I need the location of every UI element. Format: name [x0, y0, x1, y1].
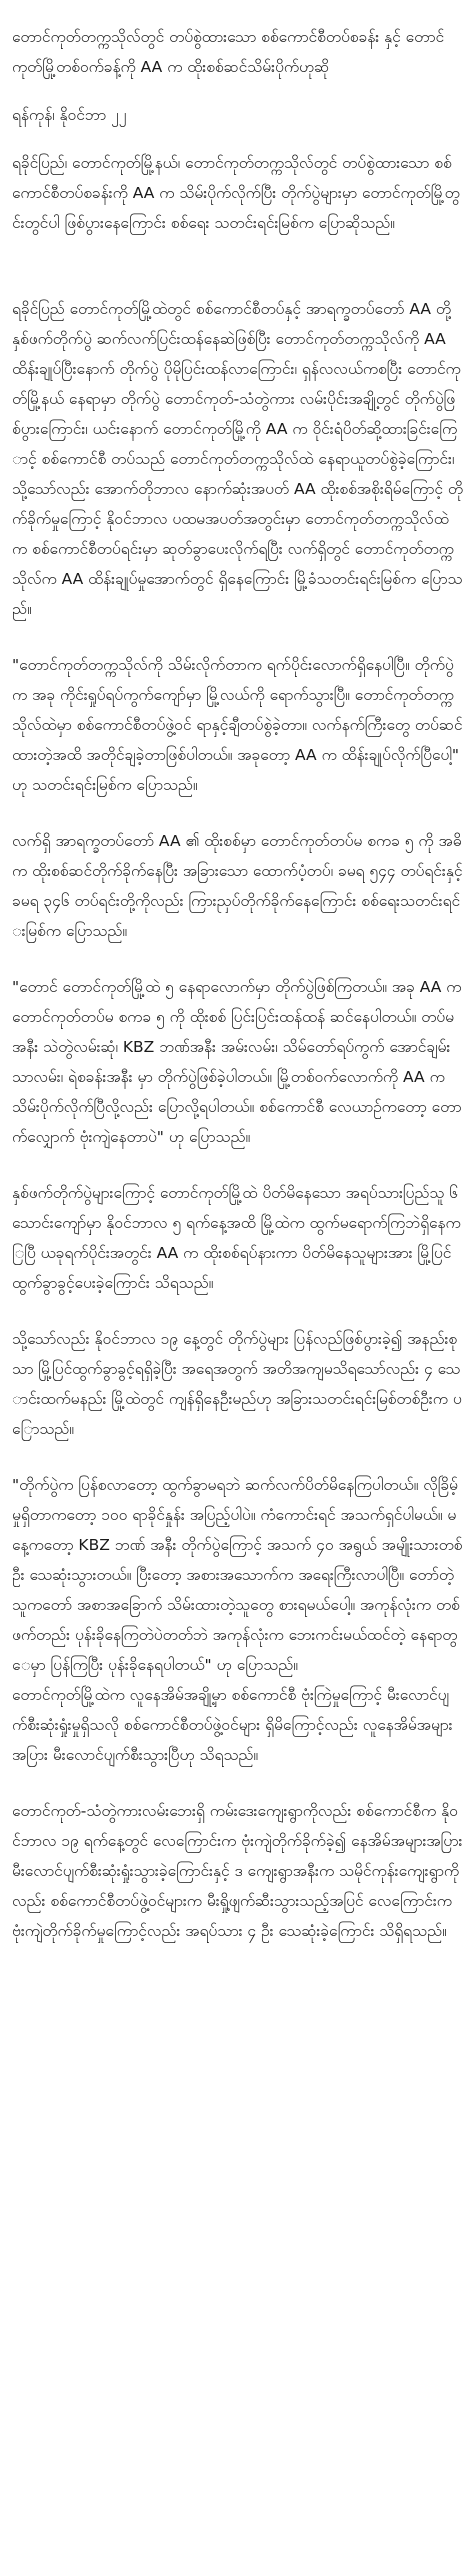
article-quote-paragraph: "တောင် တောင်ကုတ်မြို့ထဲ ၅ နေရာလောက်မှာ တိုက်ပွဲဖြစ်ကြတယ်။ အခု AA က တောင်ကုတ်တပ်မ စကခ ၅ ကို ထိုးစစ် ပြင်းပြင်းထန်ထန် ဆင်နေပါတယ်။ တပ်မအနီး သဲတွဲလမ်းဆုံ၊ KBZ ဘဏ်အနီး အမ်းလမ်း၊ သိမ်တော်ရပ်ကွက် အောင်ချမ်းသာလမ်း၊ ရဲစခန်းအနီး မှာ တိုက်ပွဲဖြစ်ခဲ့ပါတယ်။ မြို့တစ်ဝက်လောက်ကို AA က သိမ်းပိုက်လိုက်ပြီလို့လည်း ပြောလို့ရပါတယ်။ စစ်ကောင်စီ လေယာဉ်ကတော့ တောက်လျှောက် ဗုံးကျဲနေတာပဲ" ဟု ပြောသည်။: [12, 978, 462, 1146]
article-paragraph: နှစ်ဖက်တိုက်ပွဲများကြောင့် တောင်ကုတ်မြို့ထဲ ပိတ်မိနေသော အရပ်သားပြည်သူ ၆ သောင်းကျော်မှာ နိုဝင်ဘာလ ၅ ရက်နေ့အထိ မြို့ထဲက ထွက်မရောက်ကြဘဲရှိနေကြပြီ ယခုရက်ပိုင်းအတွင်း AA က ထိုးစစ်ရပ်နားကာ ပိတ်မိနေသူများအား မြို့ပြင်ထွက်ခွာခွင့်ပေးခဲ့ကြောင်း သိရသည်။: [12, 1184, 461, 1292]
article-paragraph: လက်ရှိ အာရက္ခတပ်တော် AA ၏ ထိုးစစ်မှာ တောင်ကုတ်တပ်မ စကခ ၅ ကို အဓိက ထိုးစစ်ဆင်တိုက်ခိုက်နေပြီး အခြားသော ထောက်ပံ့တပ်၊ ခမရ ၅၄၄ တပ်ရင်းနှင့် ခမရ ၃၄၆ တပ်ရင်းတို့ကိုလည်း ကြားညှပ်တိုက်ခိုက်နေကြောင်း စစ်ရေးသတင်းရင်းမြစ်က ပြောသည်။: [12, 832, 463, 940]
article-paragraph: တောင်ကုတ်-သံတွဲကားလမ်းဘေးရှိ ကမ်းဒေးကျေးရွာကိုလည်း စစ်ကောင်စီက နိုဝင်ဘာလ ၁၉ ရက်နေ့တွင် လေကြောင်းက ဗုံးကျဲတိုက်ခိုက်ခဲ့၍ နေအိမ်အများအပြား မီးလောင်ပျက်စီးဆုံးရှုံးသွားခဲ့ကြောင်းနှင့် ဒ ကျေးရွာအနီးက သမိုင်ကုန်းကျေးရွာကိုလည်း စစ်ကောင်စီတပ်ဖွဲ့ဝင်များက မီးရှို့ဖျက်ဆီးသွားသည့်အပြင် လေကြောင်းက ဗုံးကျဲတိုက်ခိုက်မှုကြောင့်လည်း အရပ်သား ၄ ဦး သေဆုံးခဲ့ကြောင်း သိရှိရသည်။: [12, 1802, 463, 1940]
article-quote-paragraph: "တောင်ကုတ်တက္ကသိုလ်ကို သိမ်းလိုက်တာက ရက်ပိုင်းလောက်ရှိနေပါပြီ။ တိုက်ပွဲက အခု ကိုင်းရှုပ်ရပ်ကွက်ကျော်မှာ မြို့လယ်ကို ရောက်သွားပြီ။ တောင်ကုတ်တက္ကသိုလ်ထဲမှာ စစ်ကောင်စီတပ်ဖွဲ့ဝင် ရာနှင့်ချီတပ်စွဲခဲ့တာ။ လက်နက်ကြီးတွေ တပ်ဆင်ထားတဲ့အထိ အတိုင်ချခဲ့တာဖြစ်ပါတယ်။ အခုတော့ AA က ထိန်းချုပ်လိုက်ပြီပေါ့" ဟု သတင်းရင်းမြစ်က ပြောသည်။: [12, 656, 463, 794]
article-quote-paragraph: "တိုက်ပွဲက ပြန်စလာတော့ ထွက်ခွာမရဘဲ ဆက်လက်ပိတ်မိနေကြပါတယ်။ လိုခြိမ့်မှုရှိတာကတော့ ၁၀၀ ရာခိုင်နှုန်း အပြည့်ပါပဲ။ ကံကောင်းရင် အသက်ရှင်ပါမယ်။ မနေ့ကတော့ KBZ ဘဏ် အနီး တိုက်ပွဲကြောင့် အသက် ၄၀ အရွယ် အမျိုးသားတစ်ဦး သေဆုံးသွားတယ်။ ပြီးတော့ အစားအသောက်က အရေးကြီးလာပါပြီ။ တော်တဲ့သူကတော် အစာအခြောက် သိမ်းထားတဲ့သူတွေ စားရမယ်ပေါ့။ အကုန်လုံးက တစ်ဖက်တည်း ပုန်းခိုနေကြတဲပဲတတ်ဘဲ အကုန်လုံးက ဘေးကင်းမယ်ထင်တဲ့ နေရာတွေမှာ ပြန်ကြပြီး ပုန်းခိုနေရပါတယ်" ဟု ပြောသည်။: [12, 1476, 463, 1674]
article-dateline: ရန်ကုန်၊ နိုဝင်ဘာ ၂၂: [12, 106, 127, 124]
article-paragraph: ရခိုင်ပြည်၊ တောင်ကုတ်မြို့နယ်၊ တောင်ကုတ်တက္ကသိုလ်တွင် တပ်စွဲထားသော စစ်ကောင်စီတပ်စခန်းကို AA က သိမ်းပိုက်လိုက်ပြီး တိုက်ပွဲများမှာ တောင်ကုတ်မြို့တွင်းတွင်ပါ ဖြစ်ပွားနေကြောင်း စစ်ရေး သတင်းရင်းမြစ်က ပြောဆိုသည်။: [12, 154, 460, 232]
article-paragraph: ရခိုင်ပြည် တောင်ကုတ်မြို့ထဲတွင် စစ်ကောင်စီတပ်နှင့် အာရက္ခတပ်တော် AA တို့ နှစ်ဖက်တိုက်ပွဲ ဆက်လက်ပြင်းထန်နေဆဲဖြစ်ပြီး တောင်ကုတ်တက္ကသိုလ်ကို AA ထိန်းချုပ်ပြီးနောက် တိုက်ပွဲ ပိုမိုပြင်းထန်လာကြောင်း၊ ရှန်လလယ်ကစပြီး တောင်ကုတ်မြို့နယ် နေရာမှာ တိုက်ပွဲ တောင်ကုတ်-သံတွဲကား လမ်းပိုင်းအချို့တွင် တိုက်ပွဲဖြစ်ပွားကြောင်း၊ ယင်းနောက် တောင်ကုတ်မြို့ကို AA က ဝိုင်းရံပိတ်ဆို့ထားခြင်းကြောင့် စစ်ကောင်စီ တပ်သည် တောင်ကုတ်တက္ကသိုလ်ထဲ နေရာယူတပ်စွဲခဲ့ကြောင်း၊ သို့သော်လည်း အောက်တိုဘာလ နောက်ဆုံးအပတ် AA ထိုးစစ်အစိုးရိမ်ကြောင့် တိုက်ခိုက်မှုကြောင့် နိုဝင်ဘာလ ပထမအပတ်အတွင်းမှာ တောင်ကုတ်တက္ကသိုလ်ထဲက စစ်ကောင်စီတပ်ရင်းမှာ ဆုတ်ခွာပေးလိုက်ရပြီး လက်ရှိတွင် တောင်ကုတ်တက္ကသိုလ်က AA ထိန်းချုပ်မှုအောက်တွင် ရှိနေကြောင်း မြို့ခံသတင်းရင်းမြစ်က ပြောသည်။: [12, 300, 463, 618]
article-paragraph: တောင်ကုတ်မြို့ထဲက လူနေအိမ်အချို့မှာ စစ်ကောင်စီ ဗုံးကြဲမှုကြောင့် မီးလောင်ပျက်စီးဆုံးရှုံးမှုရှိသလို စစ်ကောင်စီတပ်ဖွဲ့ဝင်များ ရှိမိကြောင့်လည်း လူနေအိမ်အများအပြား မီးလောင်ပျက်စီးသွားပြီဟု သိရသည်။: [12, 1686, 453, 1764]
article-headline: တောင်ကုတ်တက္ကသိုလ်တွင် တပ်စွဲထားသော စစ်ကောင်စီတပ်စခန်း နှင့် တောင်ကုတ်မြို့တစ်ဝက်ခန့်ကို AA က ထိုးစစ်ဆင်သိမ်းပိုက်ဟုဆို: [12, 28, 445, 76]
article-paragraph: သို့သော်လည်း နိုဝင်ဘာလ ၁၉ နေ့တွင် တိုက်ပွဲများ ပြန်လည်ဖြစ်ပွားခဲ့၍ အနည်းစုသာ မြို့ပြင်ထွက်ခွာခွင့်ရရှိခဲ့ပြီး အရေအတွက် အတိအကျမသိရသော်လည်း ၄ သောင်းထက်မနည်း မြို့ထဲတွင် ကျန်ရှိနေဦးမည်ဟု အခြားသတင်းရင်းမြစ်တစ်ဦးက ပြောသည်။: [12, 1330, 462, 1438]
